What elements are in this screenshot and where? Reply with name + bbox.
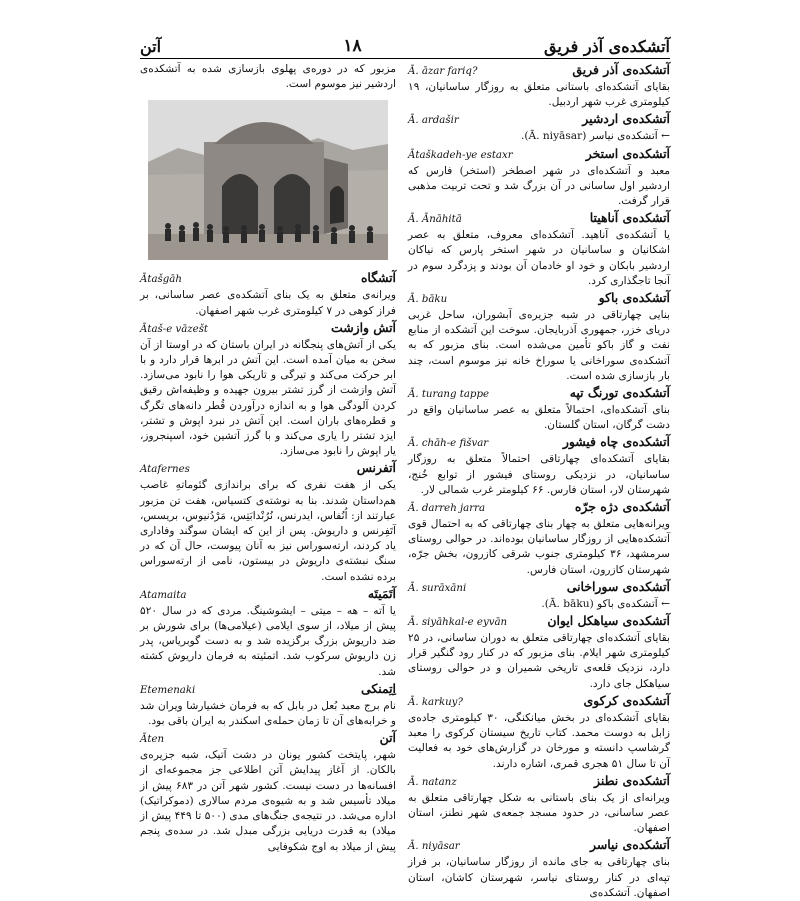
entry-title: آتشکده‌ی استخر [585, 145, 670, 161]
entry [408, 210, 670, 289]
page-number: ۱۸ [343, 36, 362, 56]
entry-title: آتشکده‌ی نیاسر [590, 837, 670, 853]
entry [140, 270, 396, 318]
left-column [140, 62, 396, 853]
entry-title: آتشکده‌ی اردشیر [582, 111, 670, 127]
entry [408, 434, 670, 498]
entry-title: آتَمَیتَه [367, 585, 396, 601]
entry-title: آتفرنس [356, 460, 396, 476]
entry [140, 586, 396, 680]
entry-body: بنایی چهارتاقی در شبه جزیره‌ی آبشوران، ساحل غربی دریای خزر، جمهوری آذربایجان. سوخت این آتشکده از منابع نفت و گاز باکو تأمین می‌شده است. بنای مزبور که به آتشکده‌ی سوراخانی یا سوراخ خانه نیز موسوم است، چند بار بازسازی شده است. [408, 309, 670, 382]
entry-title: آتشکده‌ی آذر فریق [572, 62, 670, 77]
entry [408, 579, 670, 612]
entry-body: بقایای آتشکده‌ای چهارتاقی متعلق به دوران ساسانی، در ۲۵ کیلومتری شهر ایلام. بنای مزبور که در کنار رود گنگیر قرار دارد، نزدیک قلعه‌ی تاریخی شمیران و در حوالی روستای سیاهکل جای دارد. [408, 632, 670, 690]
entry [140, 730, 396, 854]
entry [408, 693, 670, 772]
entry-body: یا آتشکده‌ی آناهید. آتشکده‌ای معروف، متعلق به عصر اشکانیان و ساسانیان در شهر استخر پارس که نیاکان اردشیر بابکان و خود او خادمان آن بودند و پزدگرد سوم در آنجا تاجگذاری کرد. [408, 229, 670, 287]
entry [408, 773, 670, 837]
entry-body: بنای چهارتاقی به جای مانده از روزگار ساسانیان، بر فراز تپه‌ای در کنار روستای نیاسر، شهرستان کاشان، استان اصفهان. آتشکده‌ی [408, 856, 670, 899]
entry-body: ویرانه‌ای از یک بنای باستانی به شکل چهارتاقی متعلق به عصر ساسانی، در حدود مسجد جمعه‌ی شهر نطنز، استان اصفهان. [408, 791, 670, 835]
entry-title: آتش وازشت [331, 319, 396, 335]
entry-body: بقایای آتشکده‌ای باستانی متعلق به روزگار ساسانیان، ۱۹ کیلومتری غرب شهر اردبیل. [408, 81, 670, 109]
entry-transliteration: Ā. āzar fariq? [408, 66, 478, 77]
entry-body: ویرانه‌ی متعلق به یک بنای آتشکده‌ی عصر ساسانی، بر فراز کوهی در ۷ کیلومتری غرب شهر اصفهان. [140, 289, 396, 317]
entry [408, 62, 670, 110]
page-header [140, 30, 670, 59]
entry-body: شهر، پایتخت کشور یونان در دشت آتیک، شبه جزیره‌ی بالکان. از آغاز پیدایش آتن اطلاعی جز مجموعه‌ای از افسانه‌ها در دست نیست. کشور شهر آتن در ۶۸۳ پیش از میلاد تأسیس شد و به شیوه‌ی مردم سالاری (دموکراتیک) اداره می‌شد. در نتیجه‌ی جنگ‌های مدی (۵۰۰ تا ۴۴۹ پیش از میلاد) به قدرت دریایی بزرگی مبدل شد. در سده‌ی پنجم پیش از میلاد به اوج شکوفایی [140, 749, 396, 853]
entry-transliteration: Atafernes [140, 464, 190, 476]
entry-transliteration: Ā. ardašir [408, 115, 459, 127]
entry-title: آتشکده‌ی سیاهکل ایوان [547, 613, 670, 629]
entry-transliteration: Ātašgāh [140, 274, 182, 286]
entry-transliteration: Ā. darreh jarra [408, 503, 486, 515]
entry-transliteration: Ā. Ānāhitā [408, 214, 462, 226]
entry-body: یا آته – هه – میتی – ایشوشینگ. مردی که در سال ۵۲۰ پیش از میلاد، از سوی ایلامی (عیلامی‌ها) برای شورش بر ضد داریوش بزرگ برگزیده شد و به دست گوبریاس، پدر زن داریوش سرکوب شد. اتمئیته به فرمان داریوش کشته شد. [140, 604, 396, 678]
entry-title: آتشکده‌ی کرکوی [583, 692, 670, 708]
entry-body: یکی از هفت نفری که برای براندازی گئوماتهِ غاصب هم‌داستان شدند. بنا به نوشته‌ی کتسیاس، هفت تن مزبور عبارتند از: اُنُفاس، ایدرنس، نُرُنْدابَتِس، مَرْدُنیوس، بریسس، آتَفِرنس و داریوش. پس از این که ایشان سوگند وفاداری یاد کردند، ارته‌سوراس نیز به آنان پیوست، حال آن که در سنگ نبشته‌ی داریوش در بیستون، نامی از ارته‌سوراس برده نشده است. [140, 479, 396, 583]
running-head-right: آتشکده‌ی آذر فریق [543, 37, 670, 56]
entry-title: آتشکده‌ی نطنز [594, 772, 670, 788]
entry-title: آتشکده‌ی دژه جرّه [574, 499, 670, 515]
entry-body: بنای آتشکده‌ای، احتمالاً متعلق به عصر ساسانیان واقع در دشت گرگان، استان گلستان. [408, 404, 670, 432]
entry-transliteration: Ā. bāku [408, 294, 448, 306]
entry-title: آتشکده‌ی باکو [598, 290, 670, 306]
entry-title: آتن [379, 730, 396, 746]
entry-transliteration: Ā. surāxāni [408, 582, 467, 594]
running-head-left: آتن [140, 37, 162, 56]
entry-transliteration: Ā. niyāsar [408, 841, 460, 853]
entry-title: آتشگاه [360, 270, 396, 286]
entry-title: آتشکده‌ی چاه فیشور [562, 434, 670, 450]
entry-transliteration: Ā. siyāhkal-e eyvān [408, 617, 508, 629]
entry [408, 146, 670, 210]
entry [408, 385, 670, 433]
entry [140, 320, 396, 460]
entry-transliteration: Etemenaki [140, 684, 196, 696]
entry-transliteration: Ātaš-e vāzešt [140, 323, 209, 335]
entry-transliteration: Ātaškadeh-ye estaxr [408, 149, 513, 161]
entry [408, 499, 670, 578]
entry-body: بقایای آتشکده‌ای چهارتاقی احتمالاً متعلق به روزگار ساسانیان، در نزدیکی روستای فیشور از توابع خُنج، شهرستان لار، استان فارس. ۶۶ کیلومتر غرب شمالی لار. [408, 453, 670, 496]
entry-body: ← آتشکده‌ی باکو (Ā. bāku). [541, 597, 670, 610]
entry [408, 613, 670, 692]
entry [140, 681, 396, 729]
entry-transliteration: Ā. chāh-e fišvar [408, 438, 489, 450]
entry-body: ← آتشکده‌ی نیاسر (Ā. niyāsar). [520, 130, 670, 143]
entry-transliteration: Āten [140, 734, 165, 746]
fire-temple-photo-icon [148, 100, 388, 260]
entry-body: معبد و آتشکده‌ای در شهر اصطخر (استخر) فارس که اردشیر اول ساسانی در آن بزرگ شد و تحت تربیت مذهبی قرار گرفت. [408, 164, 670, 208]
entry-transliteration: Ā. natanz [408, 776, 457, 788]
continued-text: مزبور که در دوره‌ی پهلوی بازسازی شده به آتشکده‌ی اردشیر نیز موسوم است. [140, 63, 396, 91]
entry-transliteration: Atamaita [140, 589, 187, 601]
entry-body: یکی از آتش‌های پنجگانه در ایران باستان که در اوستا از آن سخن به میان آمده است. این آتش در ابرها قرار دارد و با ابر حرکت می‌کند و تیرگی و تاریکی هوا را نابود می‌سازد. آتش وازشت از گرز تشتر بیرون جهیده و وظیفه‌اش رقیق کردن آلودگی هوا و به اندازه درآوردن قُطر دانه‌های تگرگ و قطره‌های باران است. این آتش در نبرد اپوش و تشتر، ایزد تشتر را یاری می‌کند و با گرز آتشین خود، اسپنجروز، یار اپوش را نابود می‌سازد. [140, 338, 396, 458]
entry [408, 290, 670, 384]
entry-title: آتشکده‌ی تورنگ تپه [569, 385, 670, 401]
right-column [408, 62, 670, 899]
entry [140, 460, 396, 584]
entry-body: ویرانه‌هایی متعلق به چهار بنای چهارتاقی که به احتمال قوی آتشکده‌هایی از روزگار ساسانیان بوده‌اند. در حوالی روستای سرمشهد، ۳۶ کیلومتری جنوب شرقی کازرون، بخش جرّه، شهرستان کازرون، استان فارس. [408, 518, 670, 576]
entry-body: نام برج معبد بُعل در بابل که به فرمان خشیارشا ویران شد و خرابه‌های آن تا زمان حمله‌ی اسکندر به ایران باقی بود. [140, 699, 396, 728]
entry-body: بقایای آتشکده‌ای در بخش میانکنگی، ۳۰ کیلومتری جاده‌ی زابل به دوست محمد. کتاب تاریخ سیستان کرکوی را معبد گرشاسپ دانسته و مورخان در گزارش‌های خود به فعالیت آن تا سال ۵۱ هجری قمری، اشاره دارند. [408, 711, 670, 770]
entry-transliteration: Ā. turang tappe [408, 389, 489, 401]
entry-title: آتشکده‌ی آناهیتا [589, 210, 670, 226]
entry [408, 837, 670, 901]
entry [408, 111, 670, 144]
entry-title: اِتِمنکی [361, 680, 396, 696]
entry-title: آتشکده‌ی سوراخانی [566, 578, 670, 594]
entry-transliteration: Ā. karkuy? [408, 696, 463, 708]
